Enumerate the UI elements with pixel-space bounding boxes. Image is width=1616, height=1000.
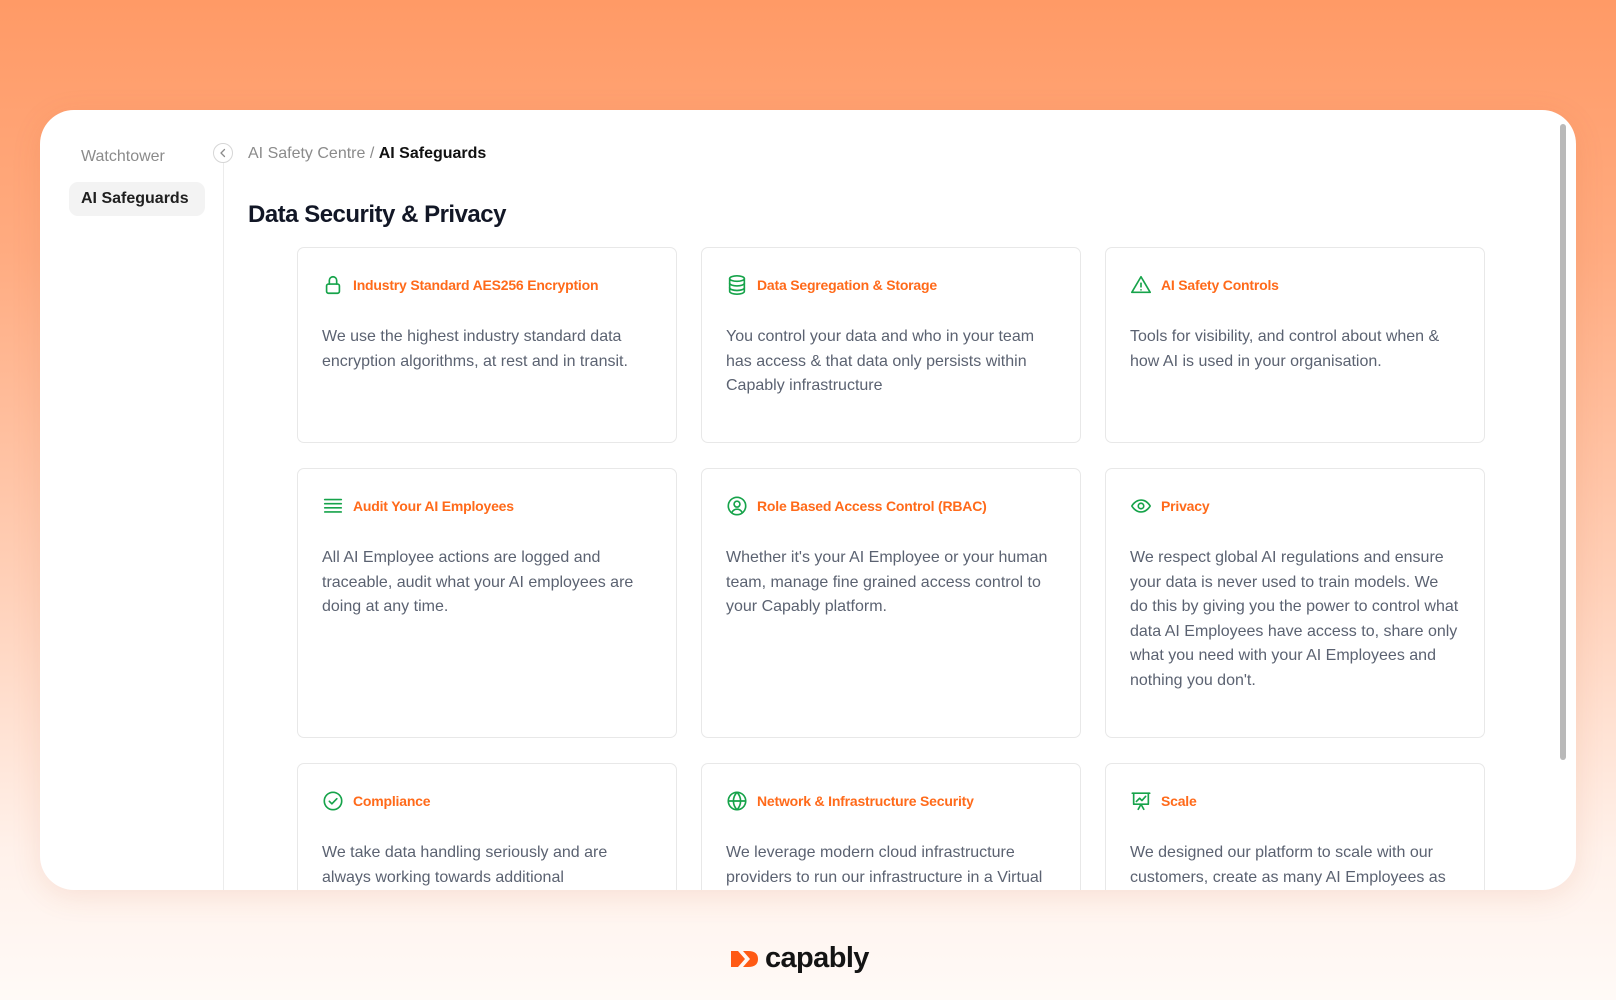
eye-icon xyxy=(1130,495,1152,517)
lock-icon xyxy=(322,274,344,296)
breadcrumb-current: AI Safeguards xyxy=(378,145,487,162)
card-privacy xyxy=(1105,468,1485,738)
sidebar xyxy=(40,110,223,890)
card-ai-safety-controls xyxy=(1105,247,1485,443)
card-rbac xyxy=(701,468,1081,738)
sidebar-divider xyxy=(223,162,224,890)
breadcrumb xyxy=(248,145,486,163)
chevron-left-icon xyxy=(218,148,228,158)
card-description: We leverage modern cloud infrastructure providers to run our infrastructure in a Virtual xyxy=(726,844,1043,886)
card-title: Data Segregation & Storage xyxy=(757,277,937,293)
card-description: All AI Employee actions are logged and traceable, audit what your AI employees are doing at any time. xyxy=(322,549,634,615)
card-description: We respect global AI regulations and ensure your data is never used to train models. We do this by giving you the power to control what data AI Employees have access to, share only what you need with your AI Employees and nothing you don't. xyxy=(1130,549,1459,689)
user-circle-icon xyxy=(726,495,748,517)
card-description: You control your data and who in your team has access & that data only persists within Capably infrastructure xyxy=(726,328,1035,394)
capably-logo-icon xyxy=(731,950,759,968)
card-title: Network & Infrastructure Security xyxy=(757,793,974,809)
card-title: Privacy xyxy=(1161,498,1210,514)
card-title: Scale xyxy=(1161,793,1197,809)
check-circle-icon xyxy=(322,790,344,812)
globe-icon xyxy=(726,790,748,812)
breadcrumb-parent[interactable]: AI Safety Centre xyxy=(248,145,366,162)
card-data-segregation xyxy=(701,247,1081,443)
breadcrumb-separator: / xyxy=(365,145,379,162)
sidebar-item-watchtower[interactable]: Watchtower xyxy=(81,148,165,165)
card-title: Audit Your AI Employees xyxy=(353,498,514,514)
app-window xyxy=(40,110,1576,890)
list-icon xyxy=(322,495,344,517)
safeguards-grid xyxy=(297,247,1485,890)
card-title: Industry Standard AES256 Encryption xyxy=(353,277,599,293)
card-description: Whether it's your AI Employee or your human team, manage fine grained access control to your Capably platform. xyxy=(726,549,1048,615)
card-network-security xyxy=(701,763,1081,890)
card-description: We take data handling seriously and are always working towards additional xyxy=(322,844,608,886)
card-title: Compliance xyxy=(353,793,431,809)
sidebar-item-ai-safeguards[interactable]: AI Safeguards xyxy=(69,182,205,216)
card-encryption xyxy=(297,247,677,443)
card-title: AI Safety Controls xyxy=(1161,277,1279,293)
card-description: We use the highest industry standard data encryption algorithms, at rest and in transit. xyxy=(322,328,628,370)
page-title: Data Security & Privacy xyxy=(248,201,506,228)
chart-board-icon xyxy=(1130,790,1152,812)
card-scale xyxy=(1105,763,1485,890)
brand-footer xyxy=(731,942,869,975)
warning-icon xyxy=(1130,274,1152,296)
card-description: We designed our platform to scale with our customers, create as many AI Employees as xyxy=(1130,844,1446,886)
database-icon xyxy=(726,274,748,296)
card-description: Tools for visibility, and control about when & how AI is used in your organisation. xyxy=(1130,328,1440,370)
brand-name: capably xyxy=(765,942,869,974)
card-audit xyxy=(297,468,677,738)
scrollbar[interactable] xyxy=(1560,124,1566,760)
collapse-sidebar-button[interactable] xyxy=(213,143,233,163)
card-compliance xyxy=(297,763,677,890)
card-title: Role Based Access Control (RBAC) xyxy=(757,498,987,514)
